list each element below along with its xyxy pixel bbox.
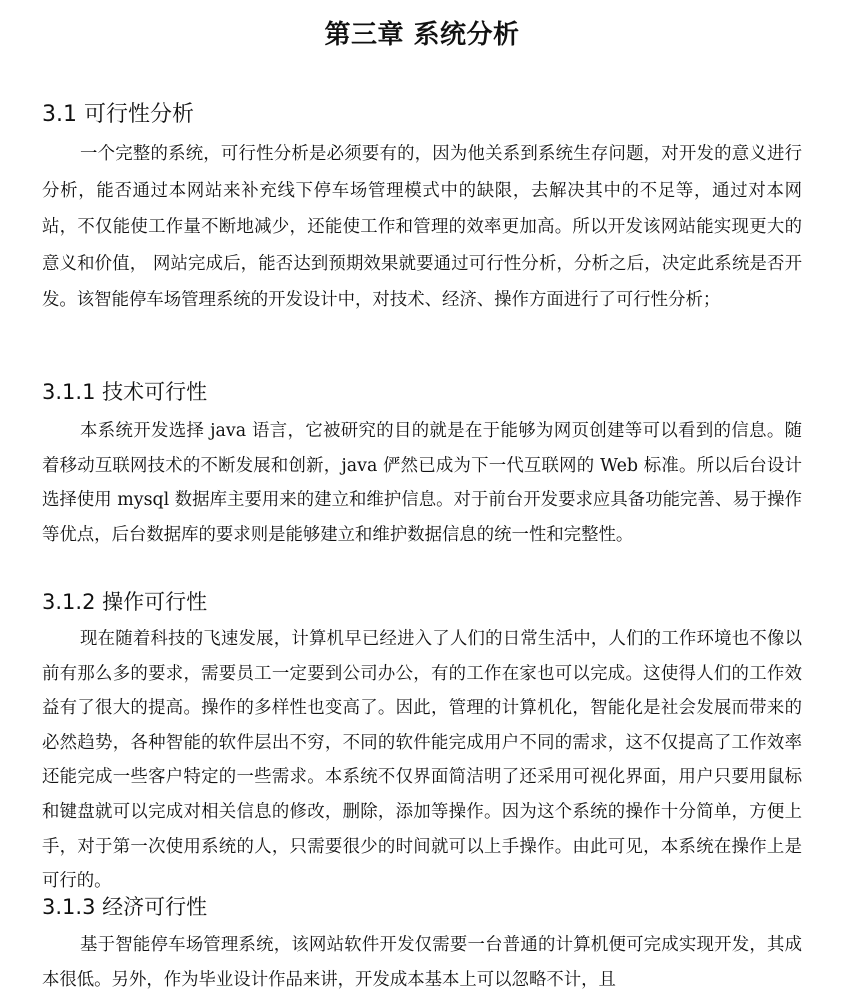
section-heading-3-1-3: 3.1.3 经济可行性 <box>42 895 208 919</box>
paragraph-operational-feasibility: 现在随着科技的飞速发展，计算机早已经进入了人们的日常生活中，人们的工作环境也不像以前有那么多的要求，需要员工一定要到公司办公，有的工作在家也可以完成。这使得人们的工作效益有了很大的提高。操作的多样性也变高了。因此，管理的计算机化，智能化是社会发展而带来的必然趋势，各种智能的软件层出不穷，不同的软件能完成用户不同的需求，这不仅提高了工作效率还能完成一些客户特定的一些需求。本系统不仅界面简洁明了还采用可视化界面，用户只要用鼠标和键盘就可以完成对相关信息的修改，删除，添加等操作。因为这个系统的操作十分简单，方便上手，对于第一次使用系统的人，只需要很少的时间就可以上手操作。由此可见，本系统在操作上是可行的。 <box>42 629 802 892</box>
section-heading-3-1-1: 3.1.1 技术可行性 <box>42 380 208 404</box>
section-heading-3-1-2: 3.1.2 操作可行性 <box>42 590 208 614</box>
paragraph-technical-feasibility: 本系统开发选择 java 语言，它被研究的目的就是在于能够为网页创建等可以看到的信息。随着移动互联网技术的不断发展和创新，java 俨然已成为下一代互联网的 Web 标准。所以后台设计选择使用 mysql 数据库主要用来的建立和维护信息。对于前台开发要求应具备功能完善、易于操作等优点，后台数据库的要求则是能够建立和维护数据信息的统一性和完整性。 <box>42 421 802 545</box>
paragraph-feasibility-analysis: 一个完整的系统，可行性分析是必须要有的，因为他关系到系统生存问题，对开发的意义进行分析，能否通过本网站来补充线下停车场管理模式中的缺限，去解决其中的不足等，通过对本网站，不仅能使工作量不断地减少，还能使工作和管理的效率更加高。所以开发该网站能实现更大的意义和价值， 网站完成后，能否达到预期效果就要通过可行性分析，分析之后，决定此系统是否开发。该智能停车场管理系统的开发设计中，对技术、经济、操作方面进行了可行性分析； <box>42 144 802 311</box>
paragraph-economic-feasibility: 基于智能停车场管理系统，该网站软件开发仅需要一台普通的计算机便可完成实现开发，其成本很低。另外，作为毕业设计作品来讲，开发成本基本上可以忽略不计，且 <box>42 935 802 990</box>
section-heading-3-1: 3.1 可行性分析 <box>42 102 194 127</box>
chapter-title: 第三章 系统分析 <box>324 20 520 50</box>
